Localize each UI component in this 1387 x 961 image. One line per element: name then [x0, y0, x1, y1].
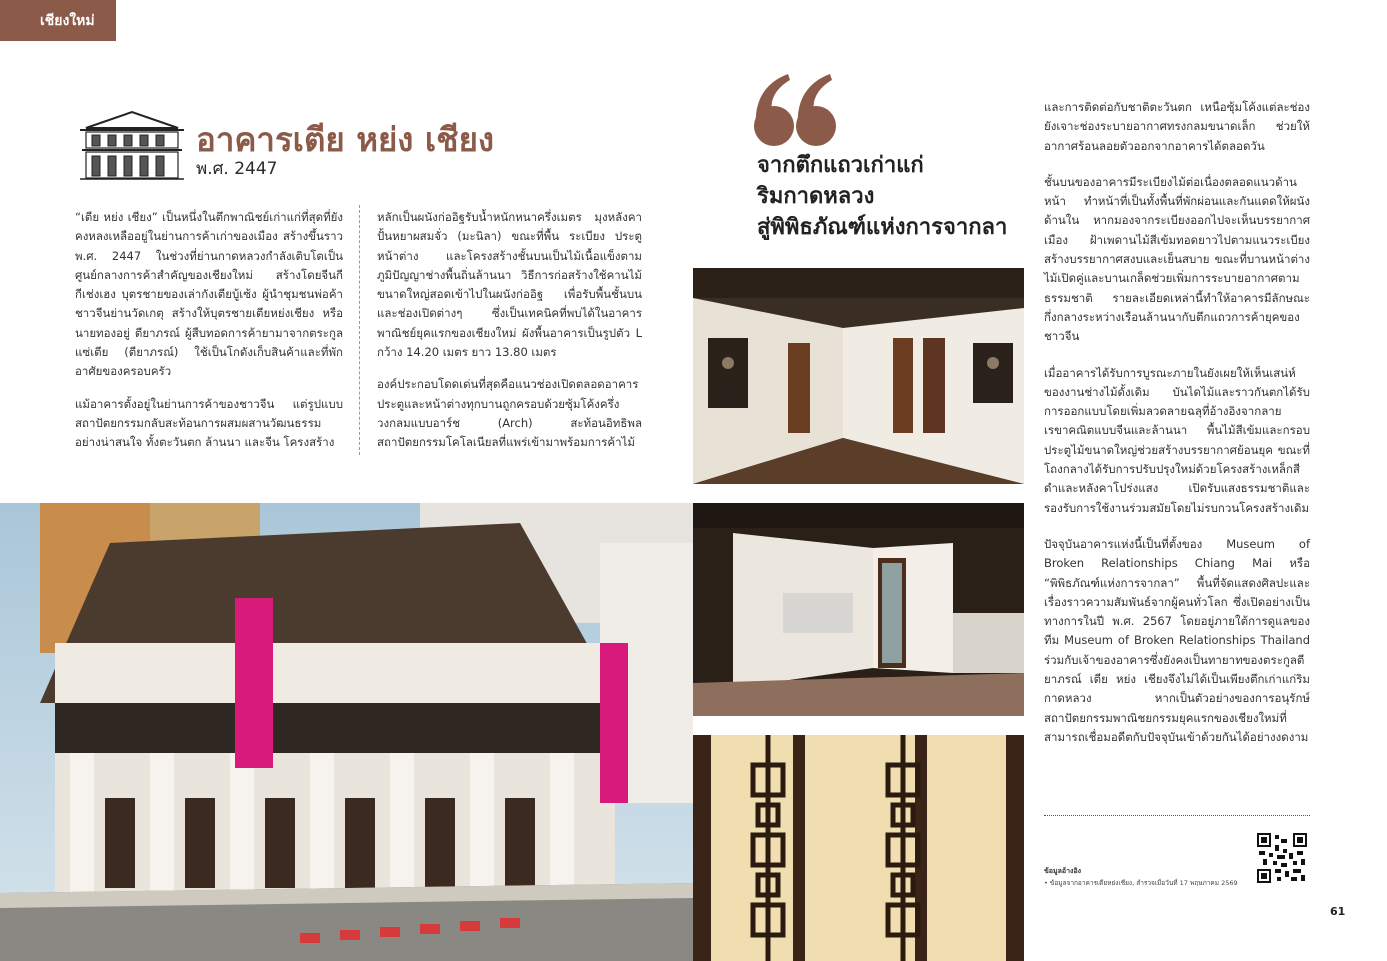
column-divider [359, 205, 360, 455]
building-sketch-icon [76, 108, 188, 180]
reference-divider [1044, 815, 1310, 816]
photo-wooden-lattice [693, 735, 1024, 961]
paragraph: แม้อาคารตั้งอยู่ในย่านการค้าของชาวจีน แต่รูปแบบสถาปัตยกรรมกลับสะท้อนการผสมผสานวัฒนธรรมอย่างน่าสนใจ ทั้งตะวันตก ล้านนา และจีน โครงสร้าง [75, 396, 343, 450]
qr-code-icon [1257, 833, 1307, 883]
photo-balcony [693, 268, 1024, 484]
pull-quote-line: สู่พิพิธภัณฑ์แห่งการจากลา [757, 215, 1008, 240]
paragraph: ชั้นบนของอาคารมีระเบียงไม้ต่อเนื่องตลอดแนวด้านหน้า ทำหน้าที่เป็นทั้งพื้นที่พักผ่อนและกันแดดให้ผนังด้านใน หากมองจากระเบียงออกไปจะเห็นบรรยากาศเมือง ฝ้าเพดานไม้สีเข้มทอดยาวไปตามแนวระเบียง สร้างบรรยากาศสงบและเย็นสบาย ขณะที่บานหน้าต่างไม้เปิดคู่และบานเกล็ดช่วยเพิ่มการระบายอากาศตามธรรมชาติ รายละเอียดเหล่านี้ทำให้อาคารมีลักษณะกึ่งกลางระหว่างเรือนล้านนากับตึกแถวการค้ายุคของชาวจีน [1044, 174, 1310, 344]
pull-quote-line: ริมกาดหลวง [757, 184, 875, 209]
body-column-2 [377, 208, 642, 466]
section-tag: เชียงใหม่ [0, 0, 116, 41]
paragraph: หลักเป็นผนังก่ออิฐรับน้ำหนักหนาครึ่งเมตร มุงหลังคาปั้นหยาผสมจั่ว (มะนิลา) ขณะที่พื้น ระเบียง ประตูหน้าต่าง และโครงสร้างชั้นบนเป็นไม้เนื้อแข็งตามภูมิปัญญาช่างพื้นถิ่นล้านนา วิธีการก่อสร้างใช้คานไม้ขนาดใหญ่สอดเข้าไปในผนังก่ออิฐ เพื่อรับพื้นชั้นบนและช่องเปิดต่างๆ ซึ่งเป็นเทคนิคที่พบได้ในอาคารพาณิชย์ยุคแรกของเชียงใหม่ ผังพื้นอาคารเป็นรูปตัว L กว้าง 14.20 เมตร ยาว 13.80 เมตร [377, 210, 642, 360]
paragraph: องค์ประกอบโดดเด่นที่สุดคือแนวช่องเปิดตลอดอาคาร ประตูและหน้าต่างทุกบานถูกครอบด้วยซุ้มโค้งครึ่งวงกลมแบบอาร์ช (Arch) สะท้อนอิทธิพลสถาปัตยกรรมโคโลเนียลที่แพร่เข้ามาพร้อมการค้าไม้ [377, 377, 642, 450]
article-title: อาคารเตีย หย่ง เชียง [196, 120, 495, 159]
photo-gallery-interior [693, 503, 1024, 716]
pull-quote [757, 150, 1037, 243]
reference-heading: ข้อมูลอ้างอิง [1044, 867, 1082, 875]
body-column-3 [1044, 98, 1310, 764]
paragraph: และการติดต่อกับชาติตะวันตก เหนือซุ้มโค้งแต่ละช่องยังเจาะช่องระบายอากาศทรงกลมขนาดเล็ก ช่วยให้อากาศร้อนลอยตัวออกจากอาคารได้ตลอดวัน [1044, 100, 1310, 153]
reference-item: • ข้อมูลจากอาคารเตียหย่งเชียง, สำรวจเมื่อวันที่ 17 พฤษภาคม 2569 [1044, 879, 1238, 887]
quote-mark-icon [752, 70, 840, 150]
paragraph: ปัจจุบันอาคารแห่งนี้เป็นที่ตั้งของ Museum of Broken Relationships Chiang Mai หรือ “พิพิธภัณฑ์แห่งการจากลา” พื้นที่จัดแสดงศิลปะและเรื่องราวความสัมพันธ์จากผู้คนทั่วโลก ซึ่งเปิดอย่างเป็นทางการในปี พ.ศ. 2567 โดยอยู่ภายใต้การดูแลของทีม Museum of Broken Relationships Thailand ร่วมกับเจ้าของอาคารซึ่งยังคงเป็นทายาทของตระกูลตียาภรณ์ เตีย หย่ง เชียงจึงไม่ได้เป็นเพียงตึกเก่าแก่ริมกาดหลวง หากเป็นตัวอย่างของการอนุรักษ์สถาปัตยกรรมพาณิชยกรรมยุคแรกของเชียงใหม่ที่สามารถเชื่อมอดีตกับปัจจุบันเข้าด้วยกันได้อย่างงดงาม [1044, 536, 1310, 744]
pull-quote-line: จากตึกแถวเก่าแก่ [757, 153, 924, 178]
paragraph: “เตีย หย่ง เชียง” เป็นหนึ่งในตึกพาณิชย์เก่าแก่ที่สุดที่ยังคงหลงเหลืออยู่ในย่านการค้าเก่าของเมือง สร้างขึ้นราว พ.ศ. 2447 ในช่วงที่ย่านกาดหลวงกำลังเติบโตเป็นศูนย์กลางการค้าสำคัญของเชียงใหม่ สร้างโดยจีนกี กีเช่งเฮง บุตรชายของเล่ากังเตียบู้เซ้ง ผู้นำชุมชนพ่อค้าชาวจีนย่านวัดเกตุ สร้างให้บุตรชายเตียหย่งเชียง หรือ นายทองอยู่ ตียาภรณ์ ผู้สืบทอดการค้ายามาจากตระกูลแซ่เตีย (ตียาภรณ์) ใช้เป็นโกดังเก็บสินค้าและที่พักอาศัยของครอบครัว [75, 210, 343, 379]
article-subtitle: พ.ศ. 2447 [196, 159, 278, 179]
page-number: 61 [1330, 905, 1346, 918]
reference-item-text: ข้อมูลจากอาคารเตียหย่งเชียง, สำรวจเมื่อวันที่ 17 พฤษภาคม 2569 [1049, 879, 1238, 887]
paragraph: เมื่ออาคารได้รับการบูรณะภายในยังเผยให้เห็นเสน่ห์ของงานช่างไม้ดั้งเดิม บันไดไม้และราวกันตกได้รับการออกแบบโดยเพิ่มลวดลายฉลุที่อ้างอิงจากลายเรขาคณิตแบบจีนและล้านนา พื้นไม้สีเข้มและกรอบประตูไม้ขนาดใหญ่ช่วยสร้างบรรยากาศย้อนยุค ขณะที่โถงกลางได้รับการปรับปรุงใหม่ด้วยโครงสร้างเหล็กสีดำและหลังคาโปร่งแสง เปิดรับแสงธรรมชาติและรองรับการใช้งานร่วมสมัยโดยไม่รบกวนโครงสร้างเดิม [1044, 365, 1310, 515]
photo-building-exterior [0, 503, 693, 961]
body-column-1 [75, 208, 343, 466]
